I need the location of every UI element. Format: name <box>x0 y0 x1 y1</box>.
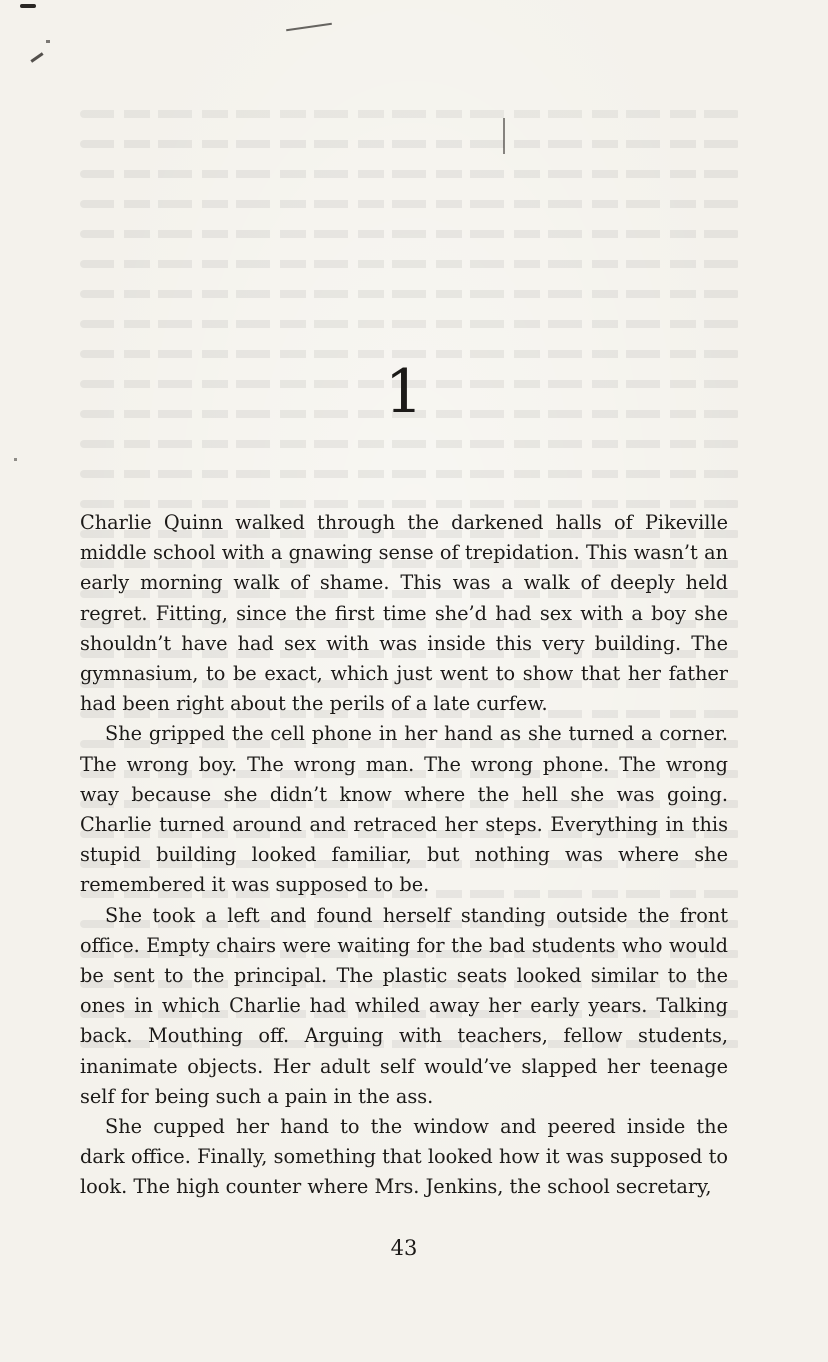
paragraph: She gripped the cell phone in her hand as she turned a corner. The wrong boy. The wrong man. The wrong phone. The wrong way because she didn’t know where the hell she was going. Charlie turned around and retraced her steps. Everything in this stupid building looked familiar, but nothing was where she remembered it was supposed to be. <box>80 722 728 897</box>
page-speck <box>286 23 332 31</box>
paragraph: Charlie Quinn walked through the darkened halls of Pikeville middle school with a gnawing sense of trepidation. This wasn’t an early morning walk of shame. This was a walk of deeply held regret. Fitting, since the first time she’d had sex with a boy she shouldn’t have had sex with was inside this very building. The gymnasium, to be exact, which just went to show that her father had been right about the perils of a late curfew. <box>80 511 728 716</box>
page-speck <box>14 458 17 461</box>
page-number: 43 <box>390 1236 418 1260</box>
chapter-number: 1 <box>384 357 424 427</box>
paragraph: She cupped her hand to the window and peered inside the dark office. Finally, something that looked how it was supposed to look. The high counter where Mrs. Jenkins, the school secretary, <box>80 1115 728 1199</box>
page-speck <box>503 118 505 154</box>
paragraph: She took a left and found herself standing outside the front office. Empty chairs were waiting for the bad students who would be sent to the principal. The plastic seats looked similar to the ones in which Charlie had whiled away her early years. Talking back. Mouthing off. Arguing with teachers, fellow students, inanimate objects. Her adult self would’ve slapped her teenage self for being such a pain in the ass. <box>80 903 728 1108</box>
page-speck <box>46 40 50 43</box>
page-speck <box>30 52 43 62</box>
body-text <box>80 508 728 1203</box>
page-speck <box>20 4 36 8</box>
